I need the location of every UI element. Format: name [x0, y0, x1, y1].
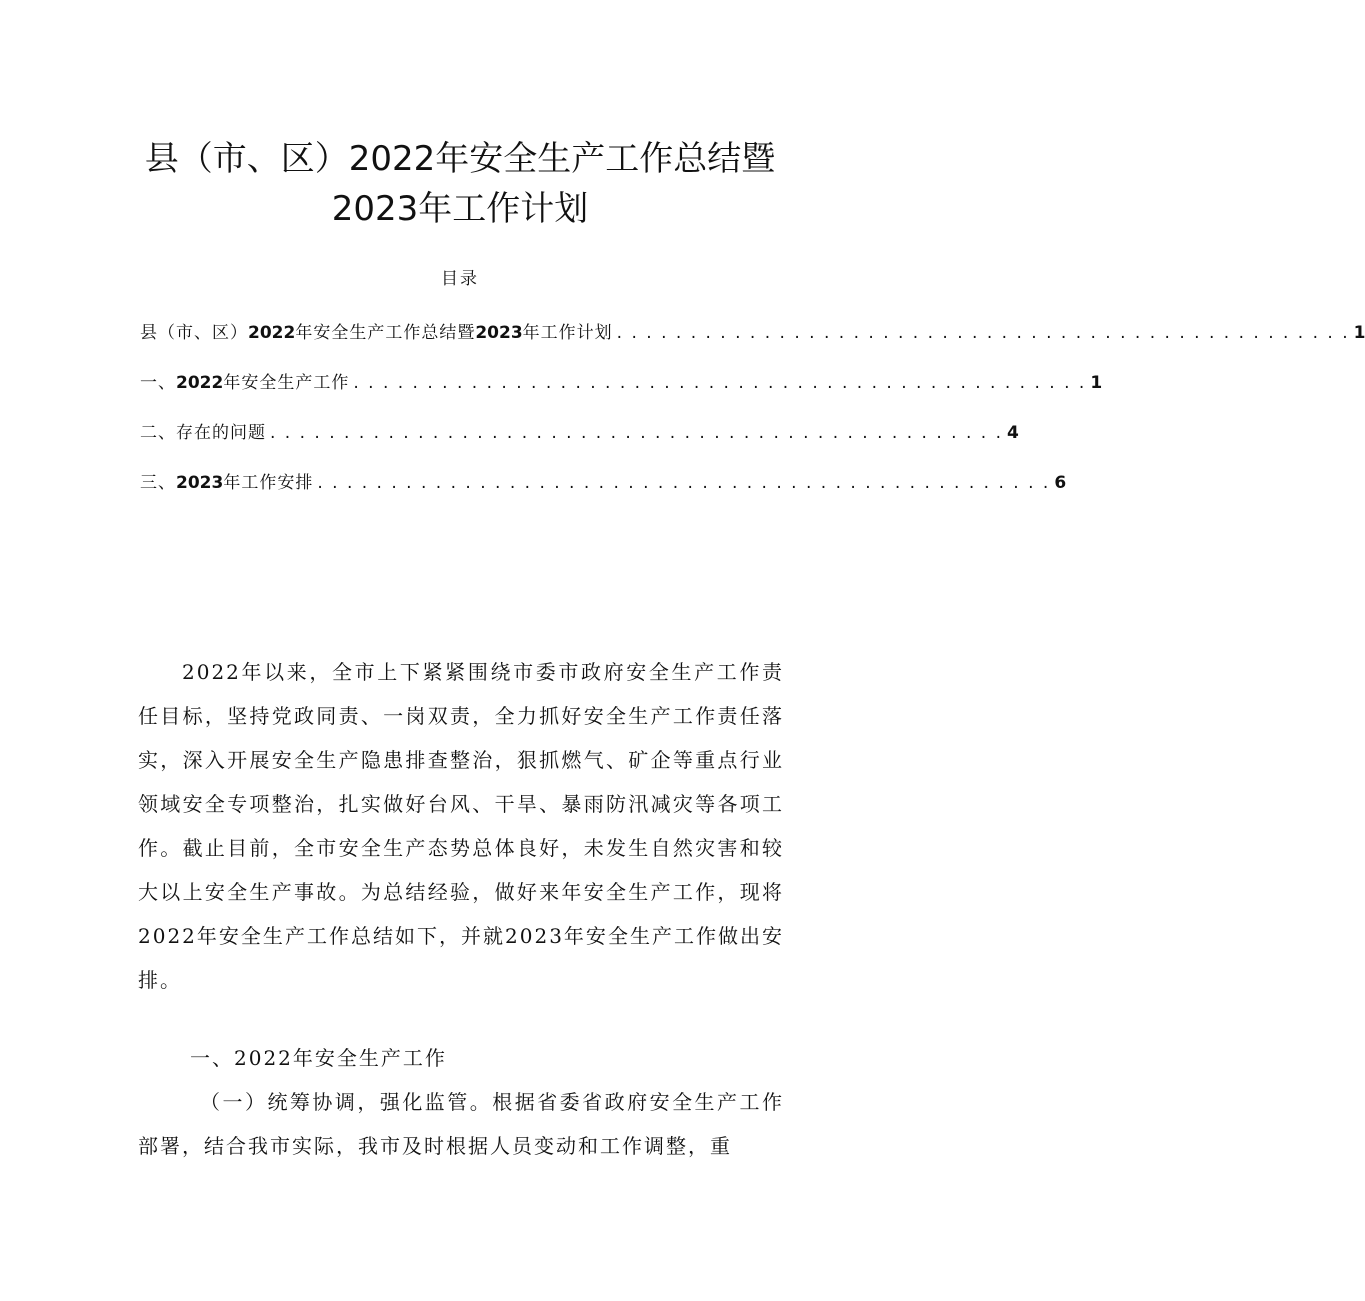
toc-entry[interactable] [140, 368, 1103, 418]
toc-entry[interactable] [140, 318, 1365, 368]
toc-page-number: 1 [1090, 373, 1103, 393]
toc-dot-leader: . . . . . . . . . . . . . . . . . . . . . . . . . . . . . . . . . . . . . . . . . . . . . . . . . . [270, 423, 1003, 443]
toc-page-number: 1 [1353, 323, 1365, 343]
toc-entry-text: 二、存在的问题 [140, 423, 266, 443]
document-title-line-1: 县（市、区）2022年安全生产工作总结暨 [144, 138, 776, 179]
toc-dot-leader: . . . . . . . . . . . . . . . . . . . . . . . . . . . . . . . . . . . . . . . . . . . . . . . . . . [616, 323, 1350, 343]
toc-entry[interactable] [140, 468, 1067, 518]
toc-page-number: 6 [1054, 473, 1067, 493]
body-paragraph-subsection-1: （一）统筹协调，强化监管。根据省委省政府安全生产工作部署，结合我市实际，我市及时根据人员变动和工作调整，重 [138, 1090, 784, 1158]
document-title-line-2: 2023年工作计划 [331, 188, 589, 229]
toc-entry-text: 三、2023年工作安排 [140, 473, 314, 493]
toc-page-number: 4 [1006, 423, 1019, 443]
toc-dot-leader: . . . . . . . . . . . . . . . . . . . . . . . . . . . . . . . . . . . . . . . . . . . . . . . . . . [353, 373, 1087, 393]
toc-entry[interactable] [140, 418, 1019, 468]
section-heading-1: 一、2022年安全生产工作 [190, 1046, 447, 1070]
body-paragraph-intro: 2022年以来，全市上下紧紧围绕市委市政府安全生产工作责任目标，坚持党政同责、一岗双责，全力抓好安全生产工作责任落实，深入开展安全生产隐患排查整治，狠抓燃气、矿企等重点行业领域安全专项整治，扎实做好台风、干旱、暴雨防汛减灾等各项工作。截止目前，全市安全生产态势总体良好，未发生自然灾害和较大以上安全生产事故。为总结经验，做好来年安全生产工作，现将2022年安全生产工作总结如下，并就2023年安全生产工作做出安排。 [138, 660, 784, 992]
toc-heading: 目录 [441, 269, 479, 289]
toc-entry-text: 县（市、区）2022年安全生产工作总结暨2023年工作计划 [140, 323, 613, 343]
toc-entry-text: 一、2022年安全生产工作 [140, 373, 350, 393]
table-of-contents [140, 318, 1365, 518]
toc-dot-leader: . . . . . . . . . . . . . . . . . . . . . . . . . . . . . . . . . . . . . . . . . . . . . . . . . . [317, 473, 1051, 493]
